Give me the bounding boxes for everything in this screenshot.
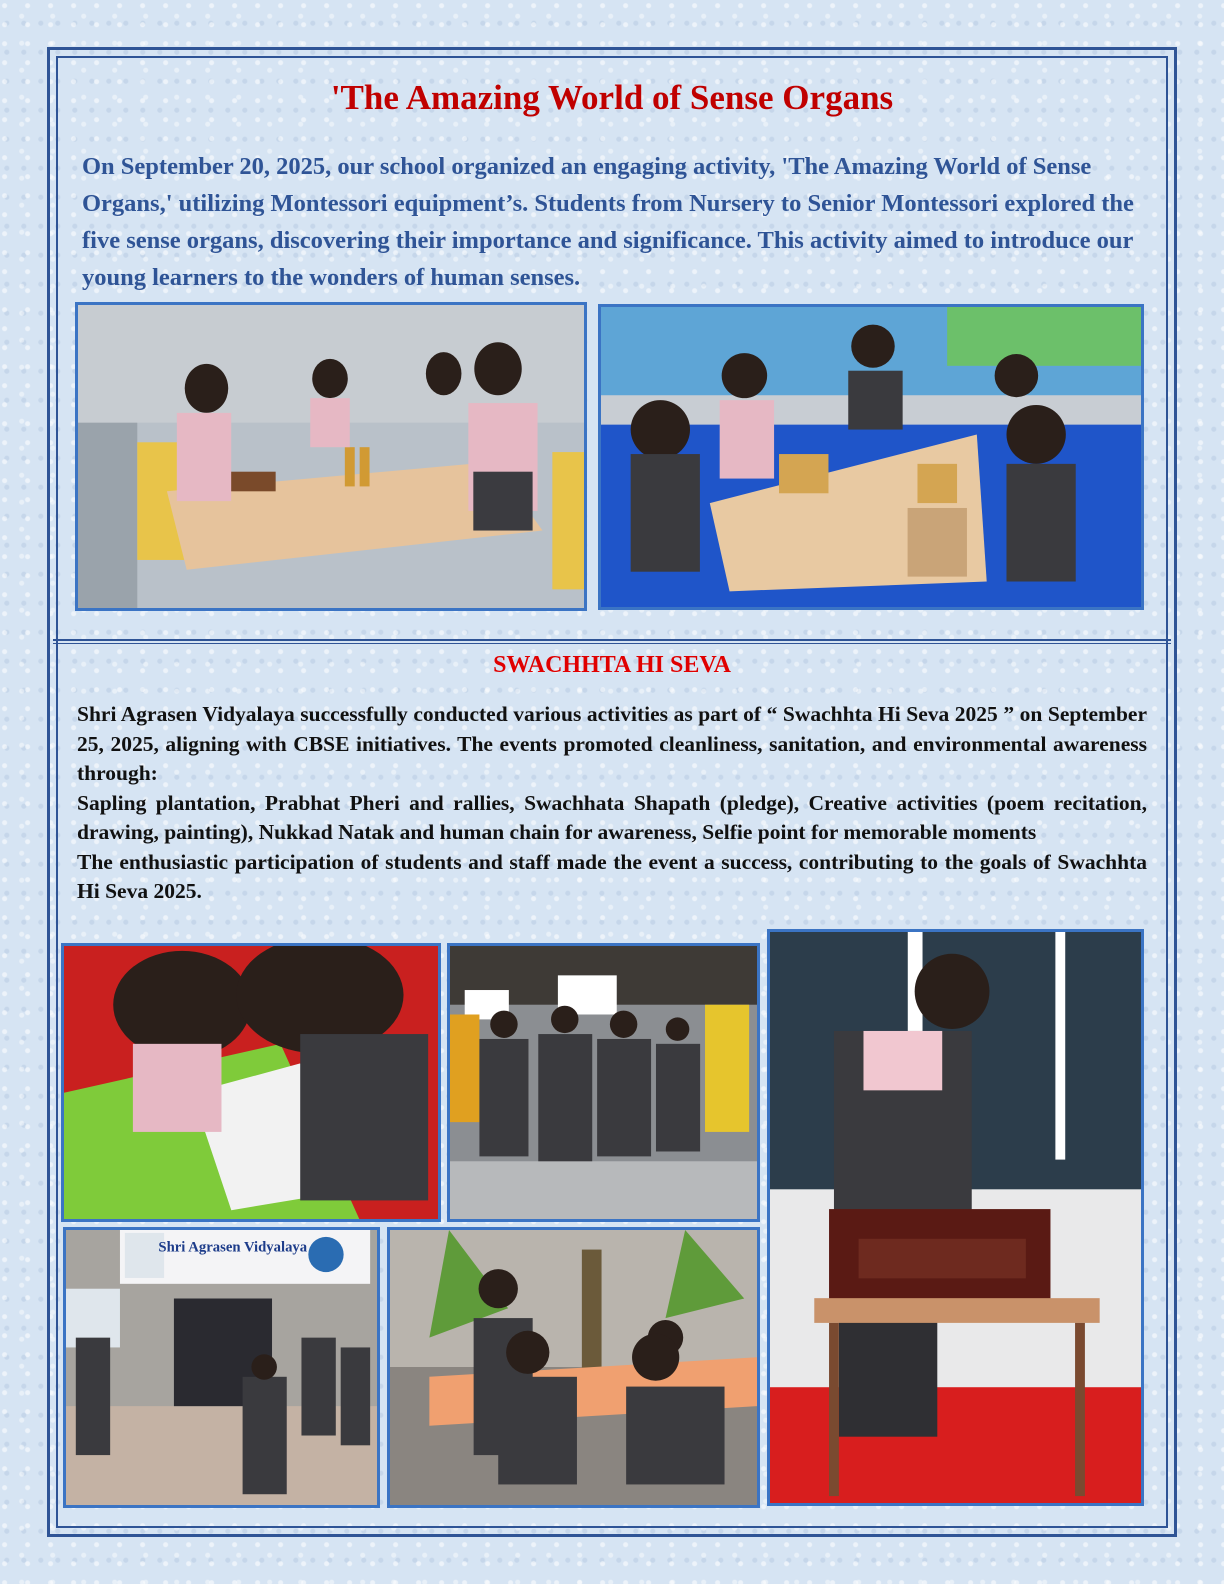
photo-classroom-right (598, 304, 1144, 610)
section-divider (53, 639, 1171, 644)
photo-classroom-left (75, 302, 587, 611)
section2-paragraph: Sapling plantation, Prabhat Pheri and rallies, Swachhata Shapath (pledge), Creative activities (poem recitation, drawing, painting), Nukkad Natak and human chain for awareness, Selfie point for memorable moments (77, 790, 1147, 844)
section1-body: On September 20, 2025, our school organized an engaging activity, 'The Amazing World of Sense Organs,' utilizing Montessori equipment’s. Students from Nursery to Senior Montessori explored the five sense organs, discovering their importance and significance. This activity aimed to introduce our young learners to the wonders of human senses. (82, 153, 1134, 291)
photo-plantation (387, 1227, 760, 1508)
section2-paragraph: Shri Agrasen Vidyalaya successfully conducted various activities as part of “ Swachhta Hi Seva 2025 ” on September 25, 2025, aligning with CBSE initiatives. The events promoted cleanliness, sanitation, and environmental awareness through: (77, 702, 1147, 785)
section2-title: SWACHHTA HI SEVA (493, 652, 731, 678)
photo-drawing (61, 943, 441, 1222)
school-sign-text: Shri Agrasen Vidyalaya (158, 1239, 308, 1256)
photo-harmonium (767, 929, 1144, 1506)
section2-body (77, 700, 1147, 907)
section2-paragraph: The enthusiastic participation of students and staff made the event a success, contributing to the goals of Swachhta Hi Seva 2025. (77, 849, 1147, 903)
section1-title: 'The Amazing World of Sense Organs (330, 78, 894, 117)
photo-rally (447, 943, 760, 1222)
photo-school-entrance (63, 1227, 380, 1508)
